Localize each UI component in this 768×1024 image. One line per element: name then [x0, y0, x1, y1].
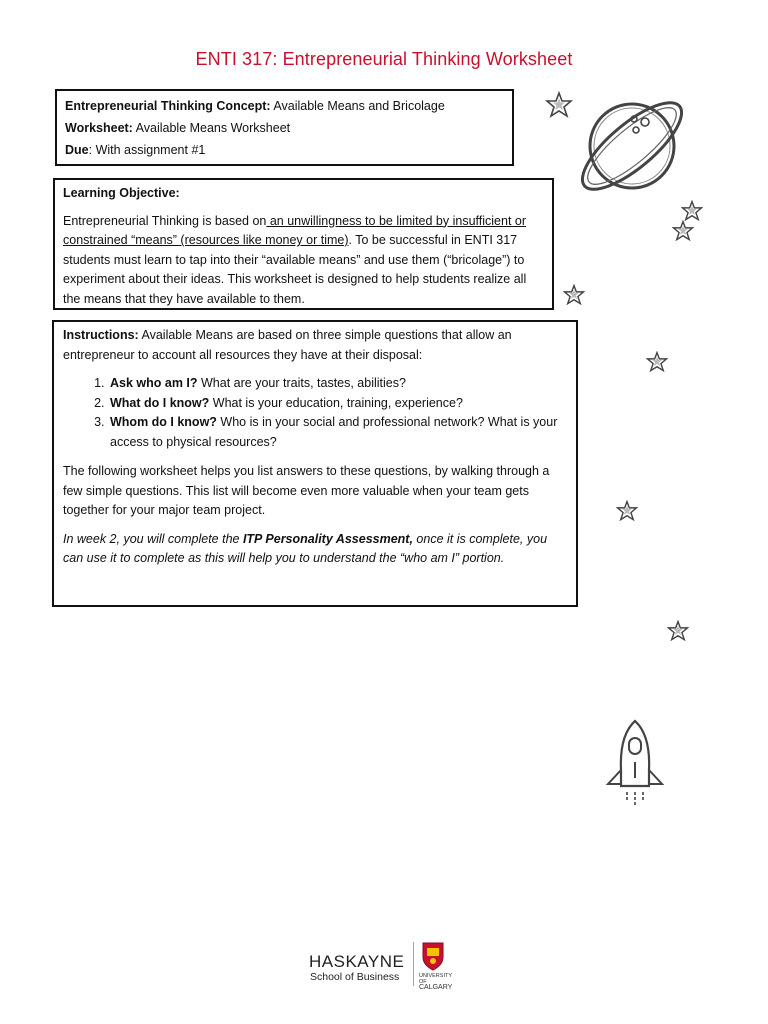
objective-heading: Learning Objective:: [63, 186, 180, 200]
rocket-illustration: [600, 718, 670, 810]
worksheet-row: [65, 117, 504, 139]
instructions-label: Instructions:: [63, 328, 139, 342]
star-icon: [616, 500, 638, 522]
question-1-text: What are your traits, tastes, abilities?: [197, 376, 406, 390]
university-line-2: CALGARY: [419, 984, 453, 991]
star-icon: [646, 351, 668, 373]
page-title: ENTI 317: Entrepreneurial Thinking Worksheet: [195, 49, 573, 69]
question-1-label: Ask who am I?: [110, 376, 198, 390]
star-icon: [545, 91, 573, 119]
list-item: [108, 394, 567, 414]
assessment-note: [63, 530, 567, 569]
objective-text-start: Entrepreneurial Thinking is based on: [63, 213, 267, 228]
question-3-label: Whom do I know?: [110, 415, 217, 429]
note-start: In week 2, you will complete the: [63, 531, 243, 546]
university-line-1: UNIVERSITY OF: [419, 973, 452, 985]
question-2-label: What do I know?: [110, 395, 210, 410]
star-icon: [672, 220, 694, 242]
list-item: [108, 374, 567, 394]
star-icon: [563, 284, 585, 306]
school-name: HASKAYNE: [309, 952, 405, 971]
instructions-intro-text: Available Means are based on three simple questions that allow an entrepreneur to account all resources they have at their disposal:: [63, 328, 512, 362]
objective-text-underlined: an unwillingness to be limited by insufficient or constrained “means” (resources like money or time): [63, 213, 527, 247]
itp-assessment-name: ITP Personality Assessment,: [242, 531, 413, 546]
question-2-text: What is your education, training, experience?: [209, 395, 463, 410]
logo-divider: [413, 942, 414, 986]
star-icon: [681, 200, 703, 222]
due-row: [65, 139, 504, 161]
planet-illustration: [570, 82, 695, 207]
worksheet-label: Worksheet:: [65, 121, 133, 135]
question-3-text: Who is in your social and professional network? What is your access to physical resources?: [110, 415, 558, 449]
note-end: once it is complete, you can use it to complete as this will help you to understand the “who am I” portion.: [63, 531, 548, 565]
objective-text: [63, 212, 544, 310]
university-name: [419, 973, 459, 991]
concept-row: [65, 95, 504, 117]
instructions-intro: [63, 326, 567, 365]
school-subtitle: School of Business: [310, 971, 400, 983]
list-item: [108, 413, 567, 452]
worksheet-paragraph: The following worksheet helps you list answers to these questions, by walking through a few simple questions. This list will become even more valuable when your team gets together for your major team project.: [63, 464, 550, 517]
worksheet-value: Available Means Worksheet: [135, 121, 291, 135]
learning-objective-box: [53, 178, 554, 310]
info-box: [55, 89, 514, 166]
university-crest-icon: [421, 941, 445, 971]
objective-text-end: . To be successful in ENTI 317 students must learn to tap into their “available means” and use them (“bricolage”) to experiment about their ideas. This worksheet is designed to help students realize all the means that they have available to them.: [63, 233, 527, 306]
questions-list: [63, 374, 567, 452]
due-label: Due: [65, 143, 89, 157]
instructions-box: [52, 320, 578, 607]
haskayne-logo: [309, 940, 461, 990]
concept-label: Entrepreneurial Thinking Concept:: [65, 99, 271, 113]
concept-value: Available Means and Bricolage: [273, 99, 445, 113]
due-value: : With assignment #1: [88, 143, 206, 157]
star-icon: [667, 620, 689, 642]
